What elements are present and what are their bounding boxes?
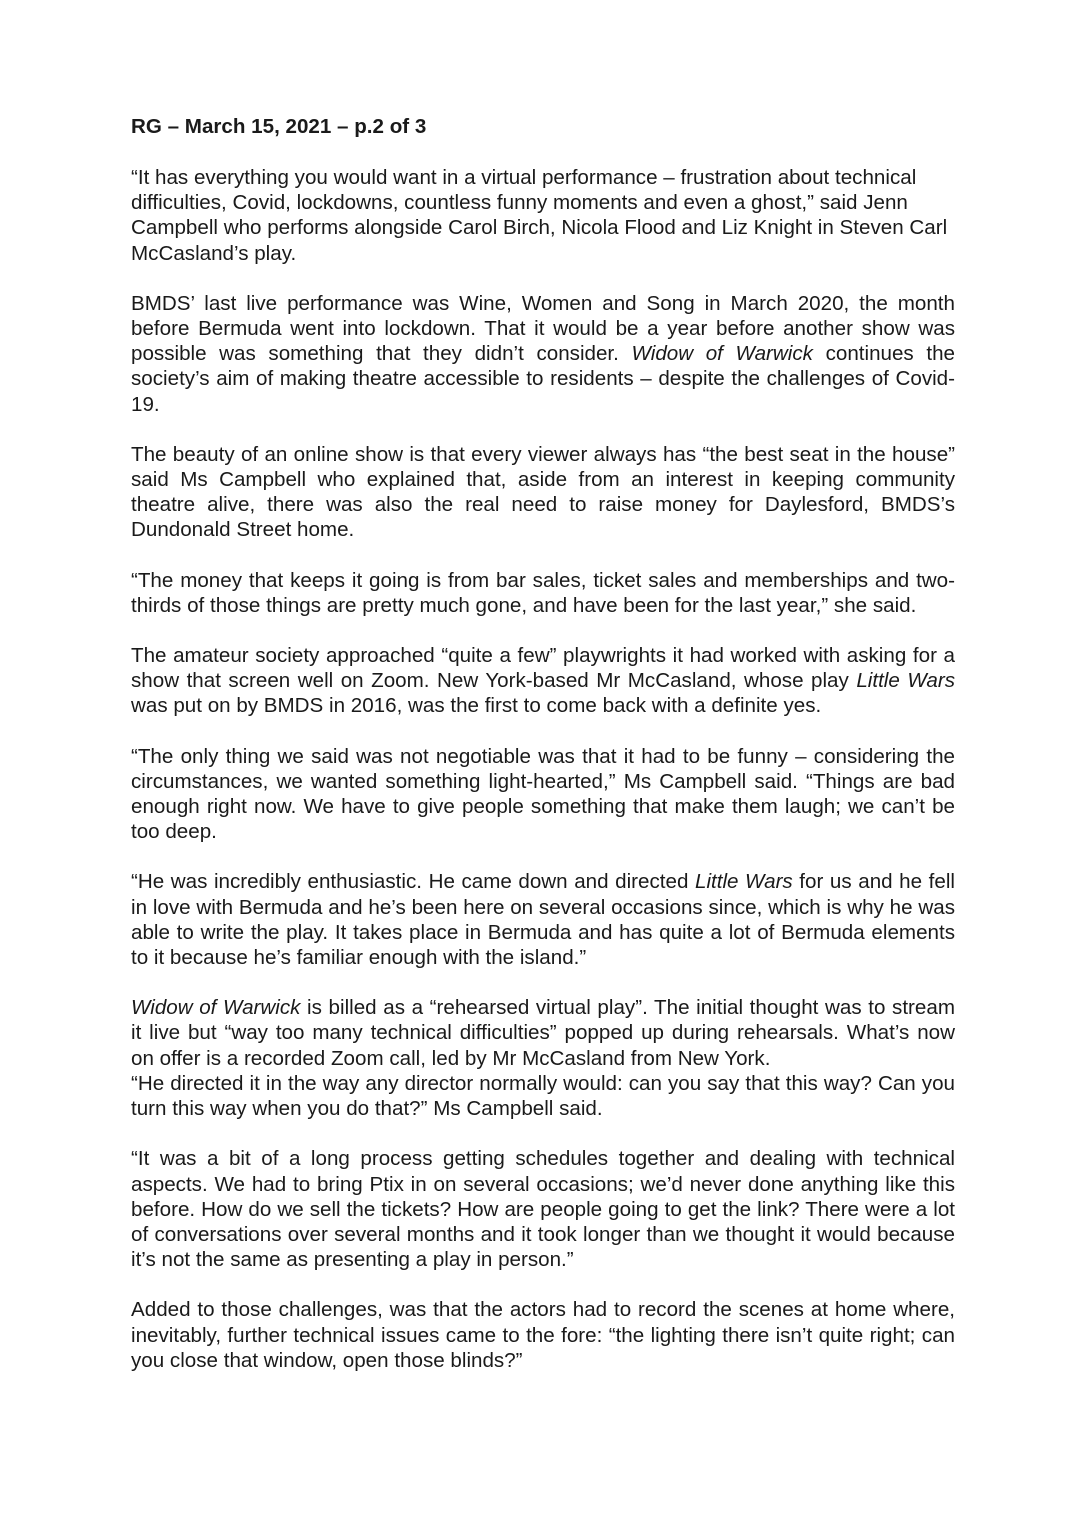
paragraph-5 [131,643,955,719]
paragraph-2-text-b: continues the society’s aim of making theatre accessible to residents – despite the challenges of Covid-19. [131,342,955,416]
paragraph-1: “It has everything you would want in a virtual performance – frustration about technical difficulties, Covid, lockdowns, countless funny moments and even a ghost,” said Jenn Campbell who performs alongside Carol Birch, Nicola Flood and Liz Knight in Steven Carl McCasland’s play. [131,166,948,265]
paragraph-4: “The money that keeps it going is from bar sales, ticket sales and memberships and two-thirds of those things are pretty much gone, and have been for the last year,” she said. [131,568,955,617]
paragraph-5-text-a: The amateur society approached “quite a few” playwrights it had worked with asking for a show that screen well on Zoom. New York-based Mr McCasland, whose play [131,644,955,693]
paragraph-2-text-a: BMDS’ last live performance was Wine, Women and Song in March 2020, the month before Bermuda went into lockdown. That it would be a year before another show was possible was something that they didn’t consider. [131,291,955,366]
paragraph-7-text-a: “He was incredibly enthusiastic. He came down and directed [131,870,695,894]
paragraph-8-text-a: is billed as a “rehearsed virtual play”. The initial thought was to stream it live but “way too many technical difficulties” popped up during rehearsals. What’s now on offer is a recorded Zoom call, led by Mr McCasland from New York. [131,996,955,1070]
play-title-little-wars: Little Wars [694,870,793,894]
paragraph-10: Added to those challenges, was that the actors had to record the scenes at home where, inevitably, further technical issues came to the fore: “the lighting there isn’t quite right; can you close that window, open those blinds?” [131,1298,955,1372]
paragraph-6: “The only thing we said was not negotiable was that it had to be funny – considering the circumstances, we wanted something light-hearted,” Ms Campbell said. “Things are bad enough right now. We have to give people something that make them laugh; we can’t be too deep. [131,744,955,844]
page-header: RG – March 15, 2021 – p.2 of 3 [131,115,427,138]
paragraph-5-text-b: was put on by BMDS in 2016, was the first to come back with a definite yes. [131,694,822,718]
paragraph-7 [131,869,955,970]
paragraph-8 [131,995,955,1121]
paragraph-8-quote: “He directed it in the way any director normally would: can you say that this way? Can you turn this way when you do that?” Ms Campbell said. [131,1071,955,1121]
paragraph-7-text-b: for us and he fell in love with Bermuda and he’s been here on several occasions since, which is why he was able to write the play. It takes place in Bermuda and has quite a lot of Bermuda elements to it because he’s familiar enough with the island.” [131,870,955,970]
paragraph-9: “It was a bit of a long process getting schedules together and dealing with technical aspects. We had to bring Ptix in on several occasions; we’d never done anything like this before. How do we sell the tickets? How are people going to get the link? There were a lot of conversations over several months and it took longer than we thought it would because it’s not the same as presenting a play in person.” [131,1147,955,1272]
paragraph-3: The beauty of an online show is that every viewer always has “the best seat in the house” said Ms Campbell who explained that, aside from an interest in keeping community theatre alive, there was also the real need to raise money for Daylesford, BMDS’s Dundonald Street home. [131,442,955,542]
paragraph-2 [131,291,955,417]
play-title-widow-of-warwick: Widow of Warwick [131,996,301,1020]
play-title-little-wars: Little Wars [856,669,955,693]
play-title-widow-of-warwick: Widow of Warwick [631,342,813,366]
document-page [131,114,955,1398]
